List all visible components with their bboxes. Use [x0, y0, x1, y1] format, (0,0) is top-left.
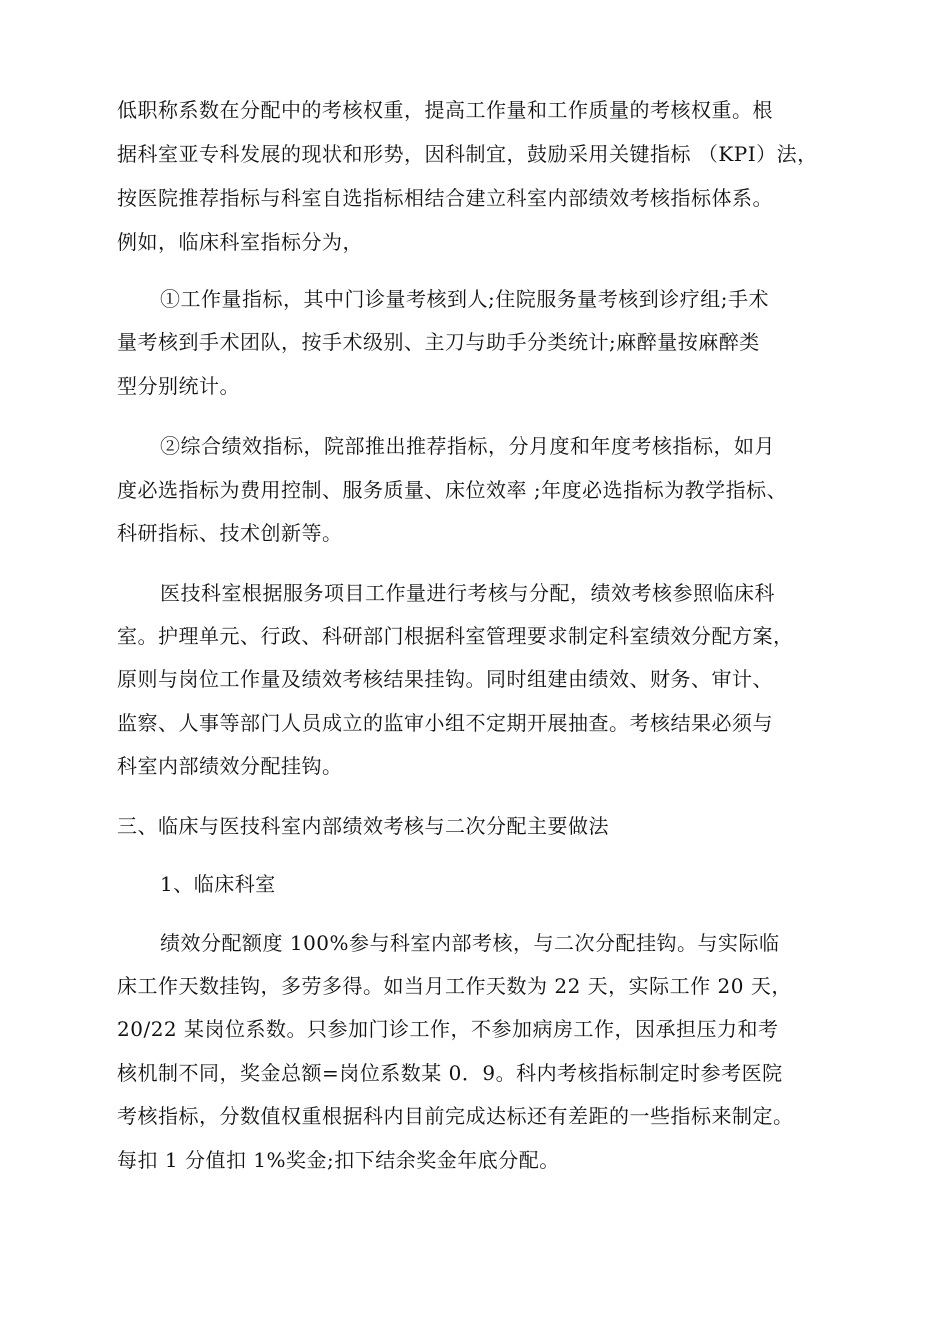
paragraph-4-line-4: 监察、人事等部门人员成立的监审小组不定期开展抽查。考核结果必须与 [117, 711, 773, 735]
paragraph-3-line-2: 度必选指标为费用控制、服务质量、床位效率 ;年度必选指标为教学指标、 [117, 478, 788, 502]
paragraph-1-line-4: 例如，临床科室指标分为， [117, 230, 363, 254]
paragraph-4-line-3: 原则与岗位工作量及绩效考核结果挂钩。同时组建由绩效、财务、审计、 [117, 667, 773, 691]
paragraph-5-line-2: 床工作天数挂钩，多劳多得。如当月工作天数为 22 天，实际工作 20 天， [117, 974, 792, 998]
paragraph-5-line-1: 绩效分配额度 100%参与科室内部考核，与二次分配挂钩。与实际临 [160, 931, 780, 955]
paragraph-4-line-5: 科室内部绩效分配挂钩。 [117, 754, 343, 778]
paragraph-4-line-2: 室。护理单元、行政、科研部门根据科室管理要求制定科室绩效分配方案， [117, 624, 794, 648]
paragraph-1-line-3: 按医院推荐指标与科室自选指标相结合建立科室内部绩效考核指标体系。 [117, 186, 773, 210]
paragraph-1-line-2: 据科室亚专科发展的现状和形势，因科制宜，鼓励采用关键指标 （KPI）法， [117, 142, 818, 166]
paragraph-5-line-4: 核机制不同，奖金总额=岗位系数某 0．9。科内考核指标制定时参考医院 [117, 1061, 783, 1085]
section-heading-3: 三、临床与医技科室内部绩效考核与二次分配主要做法 [117, 814, 609, 838]
paragraph-2-line-3: 型分别统计。 [117, 374, 240, 398]
paragraph-5-line-5: 考核指标，分数值权重根据科内目前完成达标还有差距的一些指标来制定。 [117, 1104, 794, 1128]
paragraph-1-line-1: 低职称系数在分配中的考核权重，提高工作量和工作质量的考核权重。根 [117, 98, 773, 122]
paragraph-3-line-3: 科研指标、技术创新等。 [117, 521, 343, 545]
paragraph-2-line-1: ①工作量指标，其中门诊量考核到人;住院服务量考核到诊疗组;手术 [160, 287, 769, 311]
paragraph-3-line-1: ②综合绩效指标，院部推出推荐指标，分月度和年度考核指标，如月 [160, 434, 775, 458]
paragraph-2-line-2: 量考核到手术团队，按手术级别、主刀与助手分类统计;麻醉量按麻醉类 [117, 330, 760, 354]
paragraph-5-line-3: 20/22 某岗位系数。只参加门诊工作，不参加病房工作，因承担压力和考 [117, 1017, 779, 1041]
paragraph-4-line-1: 医技科室根据服务项目工作量进行考核与分配，绩效考核参照临床科 [160, 581, 775, 605]
paragraph-5-line-6: 每扣 1 分值扣 1%奖金;扣下结余奖金年底分配。 [117, 1148, 560, 1172]
subsection-heading-1: 1、临床科室 [160, 872, 276, 896]
